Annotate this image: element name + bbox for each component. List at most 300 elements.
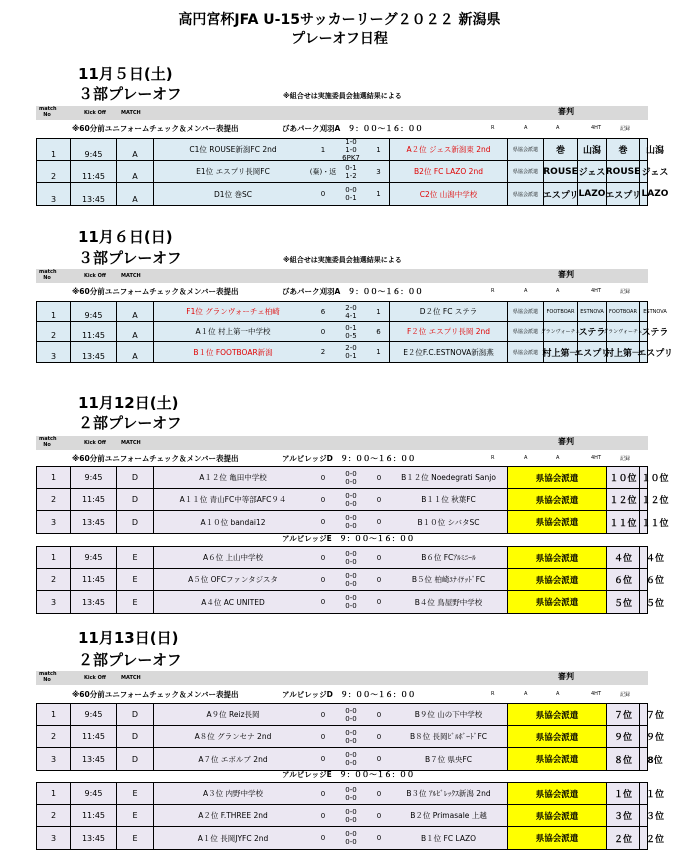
draw-note: ※組合せは実施委員会抽選結果による xyxy=(283,256,402,264)
half1-score: 0-0 xyxy=(345,470,357,478)
away-score: 0 xyxy=(376,473,382,482)
ref-a1: エスプリ xyxy=(544,183,578,205)
ref-a1: 村上第一 xyxy=(544,342,578,362)
home-score: 0 xyxy=(320,327,326,336)
ref-record: ６位 xyxy=(645,576,664,586)
away-score: 0 xyxy=(376,755,382,763)
home-score: 0 xyxy=(320,518,326,526)
header-kickoff: Kick Off xyxy=(84,675,106,681)
kickoff-time: 13:45 xyxy=(71,748,117,770)
away-team: B６位 FCｱﾙﾐﾆｰﾙ xyxy=(390,547,508,568)
half1-score: 0-1 xyxy=(345,324,357,332)
ref-record: ジェス xyxy=(641,168,669,178)
table-row xyxy=(37,547,664,569)
home-team: A２位 F.THREE 2nd xyxy=(198,811,268,820)
court: A xyxy=(117,342,154,362)
ref-dispatch: 県協会派遣 xyxy=(508,783,607,804)
ref-4th: ７位 xyxy=(607,704,640,725)
venue-line xyxy=(36,532,648,543)
away-score: 0 xyxy=(376,575,382,584)
col-a2: A xyxy=(556,288,560,294)
half-scores xyxy=(334,827,368,849)
ref-4th: ６位 xyxy=(607,569,640,590)
ref-dispatch: 県協会派遣 xyxy=(508,569,607,590)
half1-score: 2-0 xyxy=(345,344,357,352)
col-a1: A xyxy=(524,455,528,461)
home-score: 0 xyxy=(320,495,326,504)
home-team: A１位 長岡JYFC 2nd xyxy=(197,833,269,843)
kickoff-time: 9:45 xyxy=(71,783,117,804)
away-score: 1 xyxy=(368,302,390,321)
ref-record: ７位 xyxy=(645,711,664,721)
ref-r: 県協会派遣 xyxy=(508,183,544,205)
header-referees: 審判 xyxy=(558,437,574,446)
match-no: 2 xyxy=(37,726,71,747)
ref-dispatch: 県協会派遣 xyxy=(508,489,607,510)
header-match: MATCH xyxy=(121,675,141,681)
match-table xyxy=(36,546,664,614)
header-match-no: match No xyxy=(39,671,57,683)
half-scores xyxy=(334,805,368,827)
ref-record: 8位 xyxy=(647,755,663,766)
half2-score: 0-5 xyxy=(345,332,357,340)
home-score: 0 xyxy=(320,598,326,606)
half1-score: 0-0 xyxy=(345,707,357,715)
ref-4th: 村上第一 xyxy=(607,342,640,362)
half-scores xyxy=(334,467,368,489)
match-table xyxy=(36,138,669,206)
kickoff-time: 11:45 xyxy=(71,569,117,590)
table-row xyxy=(37,805,664,827)
home-team: A８位 グランセナ 2nd xyxy=(194,732,272,741)
home-team: A４位 AC UNITED xyxy=(201,597,265,607)
away-team: F２位 エスプリ長岡 2nd xyxy=(390,322,508,341)
ref-a2: LAZO xyxy=(578,183,607,205)
match-no: 1 xyxy=(37,467,71,488)
home-score: 0 xyxy=(320,710,326,719)
match-no: 2 xyxy=(37,569,71,590)
away-score: 0 xyxy=(376,553,382,562)
match-table xyxy=(36,301,673,363)
home-team: E1位 エスプリ長岡FC xyxy=(196,167,270,176)
away-team: B９位 山の下中学校 xyxy=(390,704,508,725)
home-score: 0 xyxy=(320,473,326,482)
match-no: 1 xyxy=(37,704,71,725)
half-scores xyxy=(334,591,368,613)
half1-score: 0-0 xyxy=(345,751,357,759)
away-score: 0 xyxy=(376,789,382,798)
table-row xyxy=(37,138,664,162)
check-note: ※60分前ユニフォームチェック＆メンバー表提出 xyxy=(72,287,239,296)
away-team: B４位 鳥屋野中学校 xyxy=(390,591,508,613)
half1-score: 0-0 xyxy=(345,186,357,194)
court: D xyxy=(117,726,154,747)
ref-a2: ステラ xyxy=(578,322,607,341)
half1-score: 0-0 xyxy=(345,808,357,816)
away-score: 0 xyxy=(376,598,382,606)
away-team: E２位F.C.ESTNOVA新潟燕 xyxy=(390,342,508,362)
match-no: 1 xyxy=(37,302,71,321)
half2-score: 1-0 xyxy=(345,146,357,154)
header-kickoff: Kick Off xyxy=(84,110,106,116)
home-score: 2 xyxy=(320,348,326,356)
col-a2: A xyxy=(556,691,560,697)
header-kickoff: Kick Off xyxy=(84,273,106,279)
ref-a2: 山潟 xyxy=(578,139,607,160)
home-team: A３位 内野中学校 xyxy=(202,789,263,798)
half1-score: 0-0 xyxy=(345,594,357,602)
away-team: B２位 Primasale 上越 xyxy=(390,805,508,826)
header-referees: 審判 xyxy=(558,107,574,116)
match-no: 3 xyxy=(37,183,71,205)
column-header-bar xyxy=(36,106,648,120)
ref-record: ３位 xyxy=(645,812,664,822)
ref-4th: １０位 xyxy=(607,467,640,488)
venue-time: アルビレッジE ９：００～１６：００ xyxy=(282,534,415,543)
half2-score: 0-0 xyxy=(345,602,357,610)
kickoff-time: 9:45 xyxy=(71,139,117,160)
home-score: 0 xyxy=(320,190,326,198)
table-row xyxy=(37,183,669,205)
away-team: B１２位 Noedegrati Sanjo xyxy=(390,467,508,488)
ref-record: １０位 xyxy=(641,474,669,484)
ref-4th: グランヴォーチェ xyxy=(607,322,640,341)
half2-score: 0-0 xyxy=(345,522,357,530)
col-4ht: 4HT xyxy=(591,455,601,461)
home-score: 0 xyxy=(320,553,326,562)
table-row xyxy=(37,342,673,362)
table-row xyxy=(37,591,664,613)
ref-r: 県協会派遣 xyxy=(508,139,544,160)
ref-4th: ROUSE xyxy=(607,161,640,182)
match-no: 1 xyxy=(37,783,71,804)
ref-dispatch: 県協会派遣 xyxy=(508,827,607,849)
header-match: MATCH xyxy=(121,273,141,279)
ref-record: １２位 xyxy=(641,496,669,506)
home-team: A５位 OFCファンタジスタ xyxy=(188,575,278,584)
half-scores xyxy=(334,726,368,748)
half2-score: 0-0 xyxy=(345,816,357,824)
table-row xyxy=(37,569,664,591)
header-match: MATCH xyxy=(121,110,141,116)
ref-4th: ５位 xyxy=(607,591,640,613)
match-no: 3 xyxy=(37,511,71,533)
ref-a2: ジェス xyxy=(578,161,607,182)
home-team: A７位 エボルブ 2nd xyxy=(198,754,268,764)
header-match-no: match No xyxy=(39,269,57,281)
page-subtitle: プレーオフ日程 xyxy=(291,31,388,47)
check-note: ※60分前ユニフォームチェック＆メンバー表提出 xyxy=(72,124,239,133)
half-scores xyxy=(334,783,368,805)
home-score: 6 xyxy=(320,307,326,316)
half2-score: 0-0 xyxy=(345,478,357,486)
away-team: B３位 ｱﾙﾋﾞﾚｯｸｽ新潟 2nd xyxy=(390,783,508,804)
half-scores xyxy=(334,547,368,569)
ref-dispatch: 県協会派遣 xyxy=(508,547,607,568)
half-scores xyxy=(334,302,368,322)
away-score: 0 xyxy=(376,518,382,526)
half2-score: 0-0 xyxy=(345,838,357,846)
kickoff-time: 13:45 xyxy=(71,342,117,362)
away-team: B７位 県央FC xyxy=(390,748,508,770)
away-team: B１１位 秋葉FC xyxy=(390,489,508,510)
header-referees: 審判 xyxy=(558,672,574,681)
date-heading: 11月６日(日) xyxy=(78,228,173,246)
court: D xyxy=(117,511,154,533)
ref-record: １１位 xyxy=(641,518,669,529)
home-score: 0 xyxy=(320,732,326,741)
ref-record: ESTNOVA xyxy=(643,308,667,315)
ref-4th: １２位 xyxy=(607,489,640,510)
home-team: A１１位 青山FC中等部AFC９４ xyxy=(179,495,287,504)
table-row xyxy=(37,704,664,726)
half1-score: 0-0 xyxy=(345,492,357,500)
col-r: R xyxy=(491,288,495,294)
court: A xyxy=(117,322,154,341)
half1-score: 0-0 xyxy=(345,550,357,558)
kickoff-time: 13:45 xyxy=(71,591,117,613)
ref-record: １位 xyxy=(645,790,664,800)
away-team: C2位 山潟中学校 xyxy=(390,183,508,205)
court: A xyxy=(117,183,154,205)
col-record: 記録 xyxy=(620,126,631,132)
half-scores xyxy=(334,161,368,183)
half2-score: 0-0 xyxy=(345,580,357,588)
away-team: B１０位 シバタSC xyxy=(390,511,508,533)
table-row xyxy=(37,783,664,805)
col-a2: A xyxy=(556,125,560,131)
col-a2: A xyxy=(556,455,560,461)
court: D xyxy=(117,467,154,488)
column-header-bar xyxy=(36,671,648,685)
col-r: R xyxy=(491,455,495,461)
col-record: 記録 xyxy=(620,456,631,462)
col-a1: A xyxy=(524,125,528,131)
ref-4th: １１位 xyxy=(607,511,640,533)
half2-score: 0-0 xyxy=(345,794,357,802)
away-score: 6 xyxy=(368,322,390,341)
column-header-bar xyxy=(36,269,648,283)
half-scores xyxy=(334,511,368,533)
match-table xyxy=(36,703,664,771)
draw-note: ※組合せは実施委員会抽選結果による xyxy=(283,92,402,100)
half-scores xyxy=(334,748,368,770)
home-team: A６位 上山中学校 xyxy=(202,553,263,562)
venue-line xyxy=(36,452,648,463)
kickoff-time: 13:45 xyxy=(71,827,117,849)
home-score: 0 xyxy=(320,834,326,842)
match-no: 3 xyxy=(37,827,71,849)
table-row xyxy=(37,322,669,342)
court: E xyxy=(117,827,154,849)
kickoff-time: 9:45 xyxy=(71,704,117,725)
match-no: 2 xyxy=(37,161,71,182)
away-team: A２位 ジェス新潟東 2nd xyxy=(390,139,508,160)
half2-score: 1-2 xyxy=(345,172,357,180)
col-r: R xyxy=(491,691,495,697)
kickoff-time: 9:45 xyxy=(71,467,117,488)
venue-time: アルビレッジE ９：００～１６：００ xyxy=(282,770,415,779)
half2-score: 0-0 xyxy=(345,558,357,566)
half-scores xyxy=(334,342,368,362)
court: A xyxy=(117,161,154,182)
ref-record: ５位 xyxy=(645,598,664,609)
ref-r: 県協会派遣 xyxy=(508,302,544,321)
ref-dispatch: 県協会派遣 xyxy=(508,511,607,533)
away-team: D２位 FC ステラ xyxy=(390,302,508,321)
half1-score: 0-0 xyxy=(345,514,357,522)
away-score: 0 xyxy=(376,710,382,719)
court: D xyxy=(117,489,154,510)
ref-dispatch: 県協会派遣 xyxy=(508,467,607,488)
away-score: 0 xyxy=(376,811,382,820)
match-no: 1 xyxy=(37,547,71,568)
kickoff-time: 9:45 xyxy=(71,302,117,321)
col-4ht: 4HT xyxy=(591,125,601,131)
venue-time: アルビレッジD ９：００～１６：００ xyxy=(282,690,416,699)
kickoff-time: 11:45 xyxy=(71,489,117,510)
match-no: 2 xyxy=(37,489,71,510)
half-scores xyxy=(334,139,368,161)
match-no: 3 xyxy=(37,591,71,613)
court: E xyxy=(117,591,154,613)
check-note: ※60分前ユニフォームチェック＆メンバー表提出 xyxy=(72,454,239,463)
kickoff-time: 13:45 xyxy=(71,183,117,205)
home-score: 0 xyxy=(320,575,326,584)
col-a1: A xyxy=(524,288,528,294)
col-record: 記録 xyxy=(620,692,631,698)
venue-time: びあパーク刈羽A ９：００～１６：００ xyxy=(282,124,423,133)
half1-score: 0-0 xyxy=(345,729,357,737)
court: E xyxy=(117,547,154,568)
header-match-no: match No xyxy=(39,436,57,448)
half-scores xyxy=(334,704,368,726)
ref-record: ９位 xyxy=(645,733,664,743)
home-team: A９位 Reiz長岡 xyxy=(206,710,260,719)
match-no: 3 xyxy=(37,748,71,770)
ref-record: ４位 xyxy=(645,554,664,564)
half2-score: 0-0 xyxy=(345,737,357,745)
ref-record: ステラ xyxy=(641,328,669,338)
ref-4th: エスプリ xyxy=(607,183,640,205)
away-score: 0 xyxy=(376,495,382,504)
away-score: 0 xyxy=(376,834,382,842)
ref-4th: ９位 xyxy=(607,726,640,747)
col-4ht: 4HT xyxy=(591,288,601,294)
ref-4th: １位 xyxy=(607,783,640,804)
home-score: 1 xyxy=(320,145,326,154)
court: D xyxy=(117,748,154,770)
col-r: R xyxy=(491,125,495,131)
check-note: ※60分前ユニフォームチェック＆メンバー表提出 xyxy=(72,690,239,699)
venue-line xyxy=(36,688,648,699)
half-scores xyxy=(334,569,368,591)
half1-score: 0-1 xyxy=(345,164,357,172)
table-row xyxy=(37,726,664,748)
ref-4th: ８位 xyxy=(607,748,640,770)
division-heading: ３部プレーオフ xyxy=(78,249,182,267)
ref-a1: 巻 xyxy=(544,139,578,160)
half-scores xyxy=(334,322,368,342)
venue-time: アルビレッジD ９：００～１６：００ xyxy=(282,454,416,463)
header-match: MATCH xyxy=(121,440,141,446)
ref-a2: エスプリ xyxy=(578,342,607,362)
ref-dispatch: 県協会派遣 xyxy=(508,748,607,770)
away-team: B１位 FC LAZO xyxy=(390,827,508,849)
away-score: 0 xyxy=(376,732,382,741)
kickoff-time: 11:45 xyxy=(71,726,117,747)
table-row xyxy=(37,748,663,770)
home-team: A１２位 亀田中学校 xyxy=(199,473,267,482)
ref-a2: ESTNOVA xyxy=(578,302,607,321)
kickoff-time: 11:45 xyxy=(71,805,117,826)
home-team: F1位 グランヴォーチェ柏崎 xyxy=(186,307,280,316)
home-team: C1位 ROUSE新潟FC 2nd xyxy=(189,145,277,154)
venue-line xyxy=(36,122,648,133)
home-score: 0 xyxy=(320,755,326,763)
match-no: 1 xyxy=(37,139,71,160)
home-team: A１位 村上第一中学校 xyxy=(195,327,271,336)
table-row xyxy=(37,511,669,533)
ref-record: エスプリ xyxy=(637,348,673,359)
match-table xyxy=(36,782,664,850)
away-score: 1 xyxy=(368,342,390,362)
division-heading: ２部プレーオフ xyxy=(78,414,182,432)
half2-score: 0-1 xyxy=(345,194,357,202)
match-no: 3 xyxy=(37,342,71,362)
table-row xyxy=(37,302,667,322)
ref-a1: FOOTBOAR xyxy=(544,302,578,321)
home-team: A１０位 bandai12 xyxy=(200,517,266,527)
half2-score: 4-1 xyxy=(345,312,357,320)
court: A xyxy=(117,139,154,160)
ref-dispatch: 県協会派遣 xyxy=(508,591,607,613)
home-score: 0 xyxy=(320,811,326,820)
ref-record: 山潟 xyxy=(645,146,664,156)
ref-r: 県協会派遣 xyxy=(508,161,544,182)
ref-r: 県協会派遣 xyxy=(508,322,544,341)
ref-4th: 巻 xyxy=(607,139,640,160)
kickoff-time: 11:45 xyxy=(71,161,117,182)
home-score: (棄)・返 xyxy=(309,167,337,176)
court: D xyxy=(117,704,154,725)
court: A xyxy=(117,302,154,321)
division-heading: ２部プレーオフ xyxy=(78,651,182,669)
pk-score: 6PK7 xyxy=(342,154,360,162)
home-score: 0 xyxy=(320,789,326,798)
ref-record: LAZO xyxy=(641,189,669,199)
date-heading: 11月５日(土) xyxy=(78,65,173,83)
header-referees: 審判 xyxy=(558,270,574,279)
half-scores xyxy=(334,489,368,511)
header-match-no: match No xyxy=(39,106,57,118)
court: E xyxy=(117,805,154,826)
date-heading: 11月12日(土) xyxy=(78,394,179,412)
half1-score: 0-0 xyxy=(345,786,357,794)
half2-score: 0-0 xyxy=(345,715,357,723)
kickoff-time: 9:45 xyxy=(71,547,117,568)
col-a1: A xyxy=(524,691,528,697)
ref-a1: ROUSE xyxy=(544,161,578,182)
home-team: B１位 FOOTBOAR新潟 xyxy=(193,347,273,357)
ref-a1: グランヴォーチェ xyxy=(544,322,578,341)
half2-score: 0-1 xyxy=(345,352,357,360)
venue-time: びあパーク刈羽A ９：００～１６：００ xyxy=(282,287,423,296)
half-scores xyxy=(334,183,368,205)
col-record: 記録 xyxy=(620,289,631,295)
ref-4th: FOOTBOAR xyxy=(607,302,640,321)
ref-4th: ２位 xyxy=(607,827,640,849)
